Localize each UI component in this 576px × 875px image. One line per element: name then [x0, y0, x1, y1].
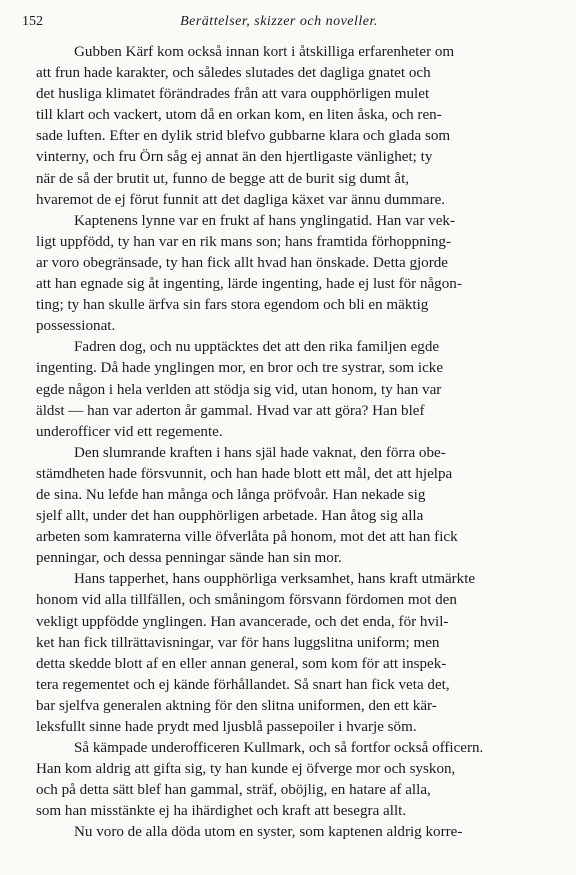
text-line: ting; ty han skulle ärfva sin fars stora egendom och bli en mäktig	[36, 297, 429, 314]
text-line: Kaptenens lynne var en frukt af hans ynglingatid. Han var vek-	[74, 212, 455, 229]
text-line: vinterny, och fru Örn såg ej annat än den hjertligaste vänlighet; ty	[36, 149, 433, 166]
text-line: äldst — han var aderton år gammal. Hvad var att göra? Han blef	[36, 402, 425, 419]
text-line: arbeten som kamraterna ville öfverlåta på honom, mot det att han fick	[36, 529, 458, 546]
text-line: ligt uppfödd, ty han var en rik mans son; hans framtida förhoppning-	[36, 233, 451, 250]
text-line: när de så der brutit ut, funno de begge att de burit sig dumt åt,	[36, 170, 410, 187]
text-line: tera regementet och ej kände förhållandet. Så snart han fick veta det,	[36, 676, 450, 693]
text-line: ket han fick tillrättavisningar, var för hans luggslitna uniform; men	[36, 634, 440, 651]
text-line: Hans tapperhet, hans oupphörliga verksamhet, hans kraft utmärkte	[74, 571, 476, 588]
text-line: underofficer vid ett regemente.	[36, 423, 223, 440]
text-line: Nu voro de alla döda utom en syster, som kaptenen aldrig korre-	[74, 824, 463, 841]
text-line: possessionat.	[36, 318, 116, 335]
paragraph	[36, 569, 534, 738]
paragraph	[36, 738, 534, 822]
text-line: egde någon i hela verlden att stödja sig vid, utan honom, ty han var	[36, 381, 442, 398]
text-line: penningar, och dessa penningar sände han sin mor.	[36, 550, 342, 567]
text-line: sade luften. Efter en dylik strid blefvo gubbarne klara och glada som	[36, 128, 451, 145]
paragraph	[36, 337, 534, 442]
text-line: vekligt uppfödde ynglingen. Han avancerade, och det enda, för hvil-	[36, 613, 449, 630]
text-line: till klart och vackert, utom då en orkan kom, en liten åska, och ren-	[36, 107, 442, 124]
page-header	[22, 14, 536, 34]
text-line: att han egnade sig åt ingenting, lärde ingenting, hade ej lust för någon-	[36, 276, 462, 293]
paragraph	[36, 42, 534, 211]
text-line: Så kämpade underofficeren Kullmark, och så fortfor också officern.	[74, 740, 484, 757]
text-line: leksfullt sinne hade prydt med ljusblå passepoiler i hvarje söm.	[36, 719, 417, 735]
text-line: och på detta sätt blef han gammal, sträf, oböjlig, en hatare af alla,	[36, 782, 431, 799]
text-line: ingenting. Då hade ynglingen mor, en bror och tre systrar, som icke	[36, 360, 444, 377]
paragraph	[36, 822, 534, 843]
text-line: sjelf allt, under det han oupphörligen arbetade. Han åtog sig alla	[36, 508, 424, 525]
text-line: som han misstänkte ej ha ihärdighet och kraft att besegra allt.	[36, 803, 407, 820]
paragraph	[36, 211, 534, 338]
text-line: Fadren dog, och nu upptäcktes det att den rika familjen egde	[74, 339, 440, 356]
text-line: detta skedde blott af en eller annan general, som kom för att inspek-	[36, 655, 447, 672]
text-line: Gubben Kärf kom också innan kort i åtskilliga erfarenheter om	[74, 44, 455, 60]
text-line: ar voro obegränsade, ty han fick allt hvad han önskade. Detta gjorde	[36, 254, 448, 271]
text-body	[36, 42, 534, 844]
text-line: bar sjelfva generalen aktning för den slitna uniformen, den ett kär-	[36, 697, 437, 714]
text-line: hvaremot de ej förut funnit att det dagliga käxet var ännu dummare.	[36, 191, 446, 208]
running-title: Berättelser, skizzer och noveller.	[180, 14, 378, 29]
page-number: 152	[22, 14, 43, 29]
text-line: honom vid alla tillfällen, och småningom försvann fördomen mot den	[36, 592, 457, 609]
text-line: att frun hade karakter, och således slutades det dagliga gnatet och	[36, 65, 431, 82]
text-line: stämdheten hade försvunnit, och han hade blott ett mål, det att hjelpa	[36, 465, 453, 482]
text-line: Den slumrande kraften i hans själ hade vaknat, den förra obe-	[74, 444, 446, 461]
paragraph	[36, 443, 534, 570]
text-line: de sina. Nu lefde han många och långa pröfvoår. Han nekade sig	[36, 486, 426, 503]
text-line: det husliga klimatet förändrades från att vara oupphörligen mulet	[36, 86, 430, 103]
text-line: Han kom aldrig att gifta sig, ty han kunde ej öfverge mor och syskon,	[36, 761, 456, 778]
